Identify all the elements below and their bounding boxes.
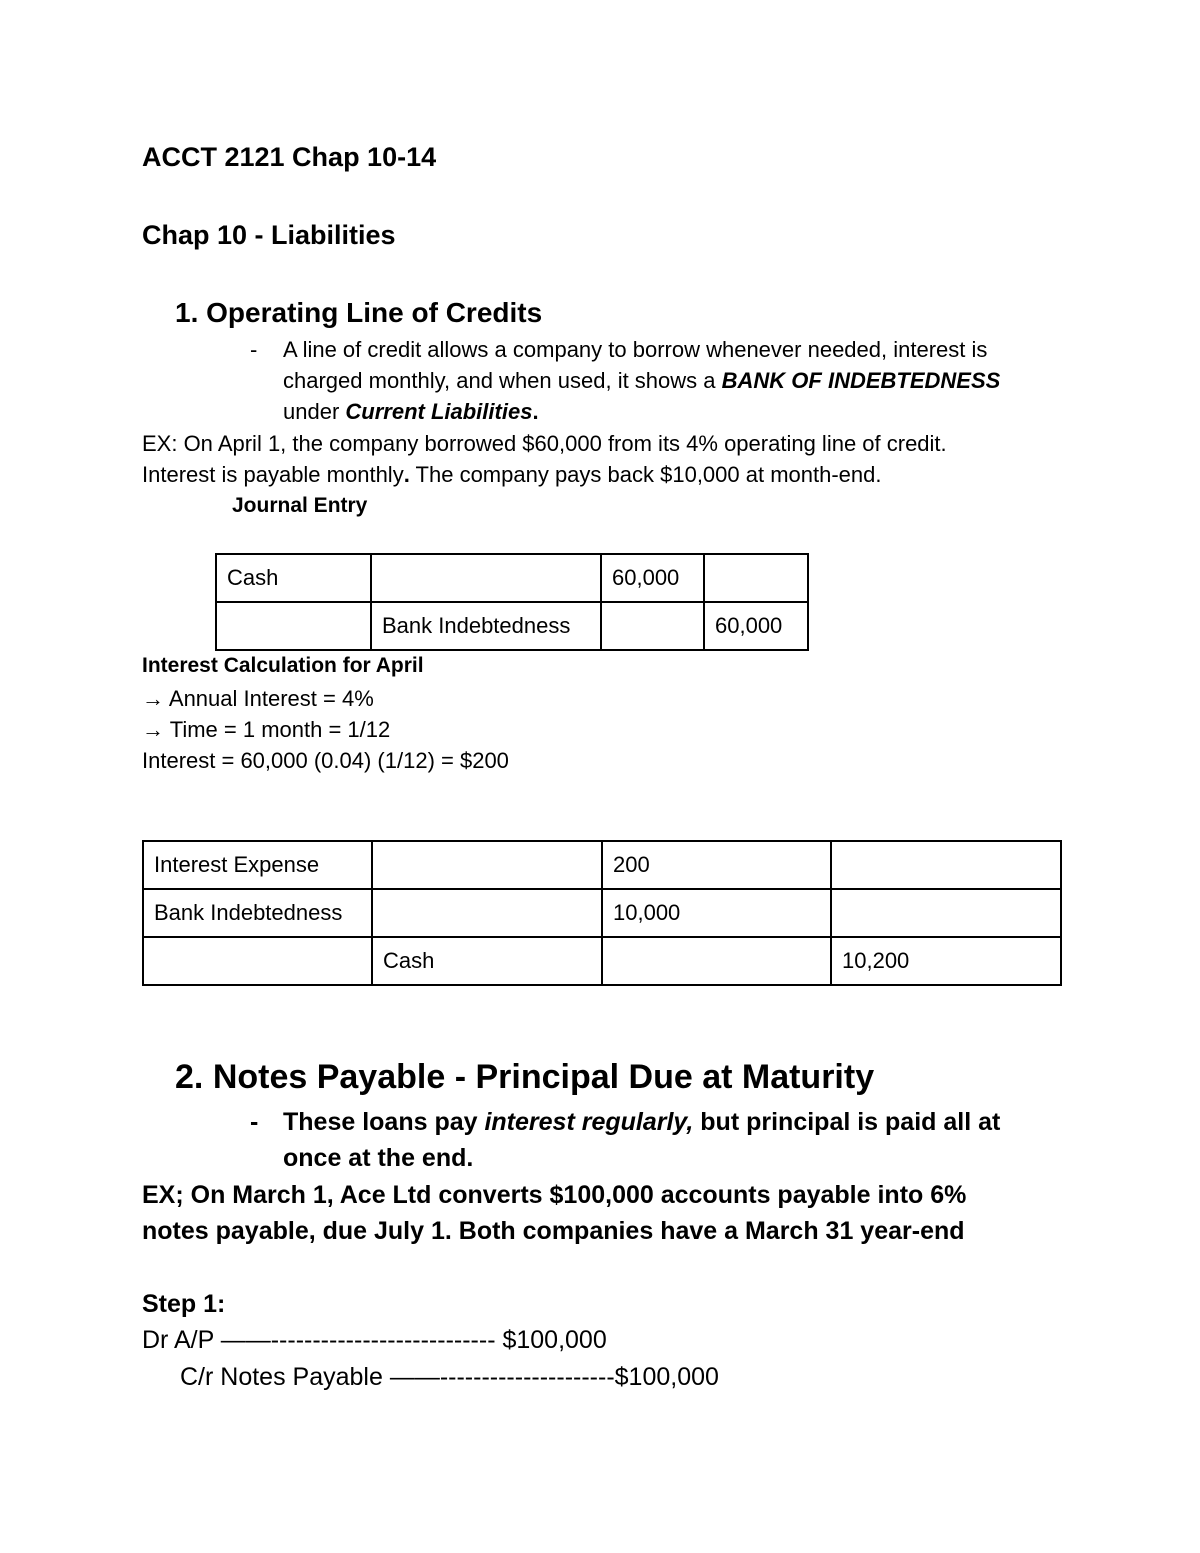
table-cell: Cash: [216, 554, 371, 602]
table-row: [143, 937, 1061, 985]
table-cell: [372, 841, 602, 889]
table-cell: Bank Indebtedness: [143, 889, 372, 937]
section1-bullet-dash: -: [250, 337, 258, 362]
calc-line-3: Interest = 60,000 (0.04) (1/12) = $200: [142, 748, 509, 773]
interest-calculation: [142, 683, 509, 776]
section1-example: [142, 428, 947, 490]
section1-bullet-line2: charged monthly, and when used, it shows a BANK OF INDEBTEDNESS: [283, 368, 1001, 393]
table-cell: [831, 889, 1061, 937]
table-row: [216, 602, 808, 650]
section1-bullet-line1: A line of credit allows a company to borrow whenever needed, interest is: [283, 337, 988, 362]
bank-of-indebtedness-emphasis: BANK OF INDEBTEDNESS: [721, 368, 1001, 393]
section1-example-line2: Interest is payable monthly. The company pays back $10,000 at month-end.: [142, 462, 882, 487]
table-cell: [831, 841, 1061, 889]
section1-bullet-text: [283, 334, 1000, 427]
table-cell: [143, 937, 372, 985]
document-title: ACCT 2121 Chap 10-14: [142, 142, 437, 172]
journal-table-2: [142, 840, 1062, 986]
table-cell: 200: [602, 841, 831, 889]
section2-example-line1: EX; On March 1, Ace Ltd converts $100,000 accounts payable into 6%: [142, 1181, 967, 1209]
table-cell: [704, 554, 808, 602]
calc-line-2: → Time = 1 month = 1/12: [142, 717, 391, 742]
table-cell: Bank Indebtedness: [371, 602, 601, 650]
section1-bullet-line3: under Current Liabilities.: [283, 399, 539, 424]
section1-number: 1.: [175, 297, 199, 328]
interest-regularly-emphasis: interest regularly,: [484, 1108, 694, 1136]
section1-heading: [175, 297, 542, 329]
current-liabilities-emphasis: Current Liabilities: [345, 399, 533, 424]
table-cell: [371, 554, 601, 602]
journal-table-1: [215, 553, 809, 651]
section2-bullet-text: [283, 1104, 1000, 1176]
table-row: [143, 889, 1061, 937]
table-cell: [602, 937, 831, 985]
table-cell: [372, 889, 602, 937]
journal-debit-line: Dr A/P ——--------------------------- $100,000: [142, 1326, 607, 1354]
journal-credit-line: C/r Notes Payable ——---------------------$100,000: [180, 1363, 719, 1391]
section2-bullet-line1: These loans pay interest regularly, but principal is paid all at: [283, 1108, 1001, 1136]
section2-bullet-line2: once at the end.: [283, 1144, 474, 1172]
chapter-title: Chap 10 - Liabilities: [142, 220, 396, 250]
interest-calculation-heading: Interest Calculation for April: [142, 654, 424, 677]
table-cell: 60,000: [704, 602, 808, 650]
section1-title: Operating Line of Credits: [206, 297, 543, 328]
calc-line-1: → Annual Interest = 4%: [142, 686, 374, 711]
table-cell: [216, 602, 371, 650]
section2-title: Notes Payable - Principal Due at Maturity: [212, 1058, 875, 1096]
section2-number: 2.: [175, 1058, 204, 1096]
table-cell: 60,000: [601, 554, 704, 602]
table-cell: 10,200: [831, 937, 1061, 985]
section2-heading: [175, 1058, 874, 1097]
section2-bullet-dash: -: [250, 1108, 259, 1136]
table-cell: Interest Expense: [143, 841, 372, 889]
table-cell: Cash: [372, 937, 602, 985]
section1-example-line1: EX: On April 1, the company borrowed $60,000 from its 4% operating line of credit.: [142, 431, 947, 456]
table-cell: 10,000: [602, 889, 831, 937]
section2-example-line2: notes payable, due July 1. Both companies have a March 31 year-end: [142, 1217, 965, 1245]
section2-example: [142, 1177, 966, 1249]
step-1-label: Step 1:: [142, 1290, 226, 1318]
table-row: [143, 841, 1061, 889]
journal-entry-label: Journal Entry: [232, 494, 368, 517]
table-cell: [601, 602, 704, 650]
table-row: [216, 554, 808, 602]
